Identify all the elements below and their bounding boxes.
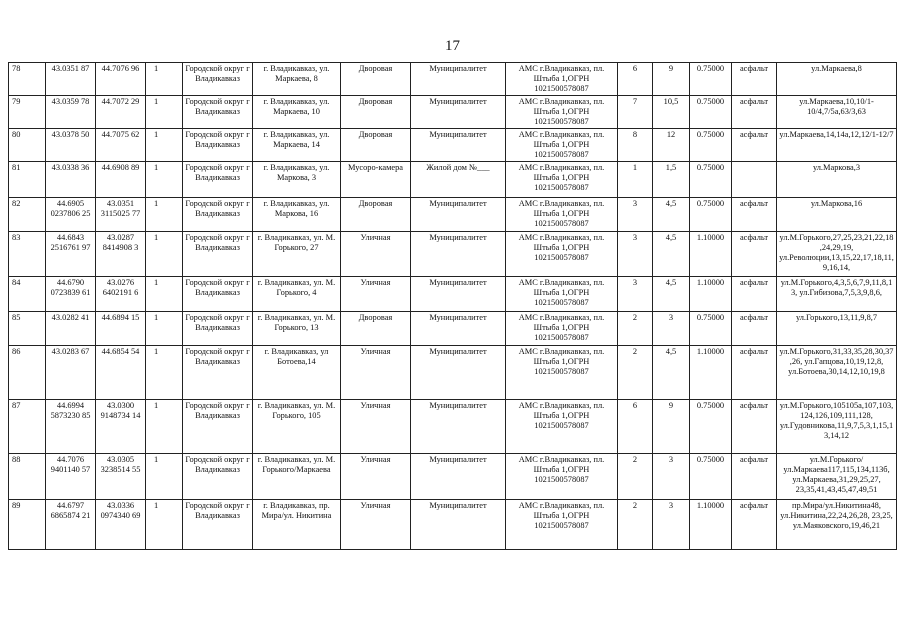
cell-count: 1	[146, 63, 183, 96]
cell-owner: Муниципалитет	[411, 500, 506, 550]
cell-latitude: 44.6994 5873230 85	[46, 400, 96, 454]
cell-sources: ул.Маркова,16	[777, 198, 897, 232]
cell-owner: Муниципалитет	[411, 96, 506, 129]
cell-surface: асфальт	[732, 346, 777, 400]
table-row	[9, 312, 897, 346]
cell-surface: асфальт	[732, 198, 777, 232]
cell-district: Городской округ г Владикавказ	[183, 346, 253, 400]
cell-number: 79	[9, 96, 46, 129]
cell-longitude: 43.0305 3238514 55	[96, 454, 146, 500]
cell-latitude: 43.0359 78	[46, 96, 96, 129]
cell-value-2: 4,5	[653, 346, 690, 400]
cell-surface: асфальт	[732, 454, 777, 500]
cell-value-2: 3	[653, 500, 690, 550]
cell-address: г. Владикавказ, ул. М. Горького, 105	[253, 400, 341, 454]
cell-organization: АМС г.Владикавказ, пл. Штыба 1,ОГРН 1021500578087	[506, 400, 618, 454]
cell-longitude: 44.6894 15	[96, 312, 146, 346]
cell-owner: Муниципалитет	[411, 346, 506, 400]
cell-value-1: 2	[618, 312, 653, 346]
cell-number: 86	[9, 346, 46, 400]
cell-sources: ул.Маркаева,8	[777, 63, 897, 96]
cell-latitude: 44.6790 0723839 61	[46, 277, 96, 312]
table-row	[9, 129, 897, 162]
table-row	[9, 454, 897, 500]
cell-value-2: 1,5	[653, 162, 690, 198]
cell-count: 1	[146, 129, 183, 162]
cell-value-2: 9	[653, 400, 690, 454]
cell-longitude: 43.0336 0974340 69	[96, 500, 146, 550]
cell-owner: Муниципалитет	[411, 63, 506, 96]
cell-organization: АМС г.Владикавказ, пл. Штыба 1,ОГРН 1021500578087	[506, 129, 618, 162]
cell-latitude: 44.6797 6865874 21	[46, 500, 96, 550]
cell-type: Дворовая	[341, 198, 411, 232]
cell-latitude: 43.0351 87	[46, 63, 96, 96]
cell-surface: асфальт	[732, 400, 777, 454]
cell-latitude: 43.0282 41	[46, 312, 96, 346]
cell-district: Городской округ г Владикавказ	[183, 162, 253, 198]
cell-owner: Муниципалитет	[411, 232, 506, 277]
cell-owner: Муниципалитет	[411, 312, 506, 346]
cell-value-2: 9	[653, 63, 690, 96]
cell-latitude: 43.0338 36	[46, 162, 96, 198]
table-row	[9, 500, 897, 550]
cell-surface: асфальт	[732, 312, 777, 346]
cell-value-1: 6	[618, 400, 653, 454]
cell-count: 1	[146, 400, 183, 454]
cell-number: 85	[9, 312, 46, 346]
cell-address: г. Владикавказ, ул. М. Горького, 27	[253, 232, 341, 277]
cell-district: Городской округ г Владикавказ	[183, 129, 253, 162]
cell-value-1: 1	[618, 162, 653, 198]
cell-address: г. Владикавказ, ул. М. Горького, 4	[253, 277, 341, 312]
cell-volume: 0.75000	[690, 162, 732, 198]
cell-surface	[732, 162, 777, 198]
cell-latitude: 43.0283 67	[46, 346, 96, 400]
cell-volume: 1.10000	[690, 500, 732, 550]
cell-type: Уличная	[341, 277, 411, 312]
cell-address: г. Владикавказ, ул. Маркаева, 14	[253, 129, 341, 162]
cell-sources: ул.Маркаева,14,14а,12,12/1-12/7	[777, 129, 897, 162]
cell-count: 1	[146, 500, 183, 550]
cell-address: г. Владикавказ, ул. Маркаева, 8	[253, 63, 341, 96]
cell-sources: ул.Горького,13,11,9,8,7	[777, 312, 897, 346]
cell-surface: асфальт	[732, 96, 777, 129]
cell-surface: асфальт	[732, 500, 777, 550]
cell-volume: 1.10000	[690, 346, 732, 400]
cell-organization: АМС г.Владикавказ, пл. Штыба 1,ОГРН 1021500578087	[506, 198, 618, 232]
cell-latitude: 43.0378 50	[46, 129, 96, 162]
cell-value-1: 6	[618, 63, 653, 96]
cell-sources: ул.М.Горького,31,33,35,28,30,37,26, ул.Гапцова,10,19,12,8, ул.Ботоева,30,14,12,10,19,8	[777, 346, 897, 400]
cell-address: г. Владикавказ, ул. М. Горького, 13	[253, 312, 341, 346]
cell-organization: АМС г.Владикавказ, пл. Штыба 1,ОГРН 1021500578087	[506, 277, 618, 312]
cell-type: Уличная	[341, 454, 411, 500]
table-row	[9, 232, 897, 277]
cell-address: г. Владикавказ, ул. Маркаева, 10	[253, 96, 341, 129]
cell-sources: ул.М.Горького/ул.Маркаева117,115,134,113б, ул.Маркаева,31,29,25,27, 23,35,41,43,45,47,49,51	[777, 454, 897, 500]
cell-longitude: 43.0287 8414908 3	[96, 232, 146, 277]
cell-type: Уличная	[341, 400, 411, 454]
cell-sources: ул.М.Горького,4,3,5,6,7,9,11,8,13, ул.Гибизова,7,5,3,9,8,6,	[777, 277, 897, 312]
cell-latitude: 44.7076 9401140 57	[46, 454, 96, 500]
cell-count: 1	[146, 96, 183, 129]
cell-value-1: 2	[618, 346, 653, 400]
cell-volume: 0.75000	[690, 312, 732, 346]
cell-latitude: 44.6843 2516761 97	[46, 232, 96, 277]
cell-count: 1	[146, 346, 183, 400]
cell-volume: 0.75000	[690, 454, 732, 500]
cell-organization: АМС г.Владикавказ, пл. Штыба 1,ОГРН 1021500578087	[506, 232, 618, 277]
cell-value-1: 2	[618, 500, 653, 550]
table-row	[9, 400, 897, 454]
cell-number: 89	[9, 500, 46, 550]
cell-district: Городской округ г Владикавказ	[183, 277, 253, 312]
cell-organization: АМС г.Владикавказ, пл. Штыба 1,ОГРН 1021500578087	[506, 346, 618, 400]
cell-number: 88	[9, 454, 46, 500]
cell-number: 84	[9, 277, 46, 312]
cell-value-1: 8	[618, 129, 653, 162]
cell-count: 1	[146, 312, 183, 346]
cell-address: г. Владикавказ, ул. Маркова, 16	[253, 198, 341, 232]
cell-number: 78	[9, 63, 46, 96]
cell-surface: асфальт	[732, 63, 777, 96]
cell-volume: 0.75000	[690, 129, 732, 162]
cell-volume: 0.75000	[690, 63, 732, 96]
cell-longitude: 44.7075 62	[96, 129, 146, 162]
cell-value-2: 4,5	[653, 198, 690, 232]
cell-address: г. Владикавказ, ул. Маркова, 3	[253, 162, 341, 198]
cell-value-2: 10,5	[653, 96, 690, 129]
cell-surface: асфальт	[732, 129, 777, 162]
cell-owner: Муниципалитет	[411, 277, 506, 312]
cell-organization: АМС г.Владикавказ, пл. Штыба 1,ОГРН 1021500578087	[506, 500, 618, 550]
page-number: 17	[445, 38, 460, 54]
cell-owner: Муниципалитет	[411, 400, 506, 454]
cell-value-2: 3	[653, 312, 690, 346]
cell-value-1: 7	[618, 96, 653, 129]
cell-value-2: 4,5	[653, 232, 690, 277]
cell-organization: АМС г.Владикавказ, пл. Штыба 1,ОГРН 1021500578087	[506, 312, 618, 346]
cell-number: 87	[9, 400, 46, 454]
cell-type: Дворовая	[341, 129, 411, 162]
cell-value-2: 3	[653, 454, 690, 500]
cell-district: Городской округ г Владикавказ	[183, 400, 253, 454]
cell-type: Уличная	[341, 346, 411, 400]
cell-owner: Муниципалитет	[411, 454, 506, 500]
cell-sources: ул.Маркова,3	[777, 162, 897, 198]
cell-longitude: 44.7072 29	[96, 96, 146, 129]
cell-longitude: 44.6908 89	[96, 162, 146, 198]
table-row	[9, 277, 897, 312]
cell-district: Городской округ г Владикавказ	[183, 232, 253, 277]
cell-sources: ул.М.Горького,27,25,23,21,22,18,24,29,19, ул.Революции,13,15,22,17,18,11,9,16,14,	[777, 232, 897, 277]
table-row	[9, 96, 897, 129]
cell-district: Городской округ г Владикавказ	[183, 454, 253, 500]
cell-owner: Жилой дом №___	[411, 162, 506, 198]
cell-number: 81	[9, 162, 46, 198]
cell-count: 1	[146, 232, 183, 277]
cell-sources: ул.Маркаева,10,10/1-10/4,7/5а,63/3,63	[777, 96, 897, 129]
cell-type: Уличная	[341, 232, 411, 277]
cell-longitude: 44.7076 96	[96, 63, 146, 96]
cell-value-1: 3	[618, 277, 653, 312]
cell-sources: ул.М.Горького,105105а,107,103,124,126,109,111,128, ул.Гудовникова,11,9,7,5,3,1,15,13,14,12	[777, 400, 897, 454]
cell-longitude: 43.0351 3115025 77	[96, 198, 146, 232]
cell-surface: асфальт	[732, 277, 777, 312]
cell-count: 1	[146, 454, 183, 500]
cell-owner: Муниципалитет	[411, 129, 506, 162]
cell-organization: АМС г.Владикавказ, пл. Штыба 1,ОГРН 1021500578087	[506, 454, 618, 500]
registry-table	[8, 62, 897, 550]
cell-number: 83	[9, 232, 46, 277]
cell-volume: 0.75000	[690, 400, 732, 454]
cell-value-2: 12	[653, 129, 690, 162]
cell-type: Мусоро-камера	[341, 162, 411, 198]
table-row	[9, 198, 897, 232]
cell-value-1: 2	[618, 454, 653, 500]
cell-value-2: 4,5	[653, 277, 690, 312]
cell-organization: АМС г.Владикавказ, пл. Штыба 1,ОГРН 1021500578087	[506, 96, 618, 129]
cell-address: г. Владикавказ, ул Ботоева,14	[253, 346, 341, 400]
cell-count: 1	[146, 162, 183, 198]
cell-longitude: 43.0300 9148734 14	[96, 400, 146, 454]
cell-owner: Муниципалитет	[411, 198, 506, 232]
cell-type: Уличная	[341, 500, 411, 550]
cell-volume: 1.10000	[690, 232, 732, 277]
cell-district: Городской округ г Владикавказ	[183, 312, 253, 346]
cell-district: Городской округ г Владикавказ	[183, 198, 253, 232]
cell-value-1: 3	[618, 232, 653, 277]
cell-district: Городской округ г Владикавказ	[183, 63, 253, 96]
cell-sources: пр.Мира/ул.Никитина48, ул.Никитина,22,24,26,28, 23,25, ул.Маяковского,19,46,21	[777, 500, 897, 550]
cell-number: 80	[9, 129, 46, 162]
cell-organization: АМС г.Владикавказ, пл. Штыба 1,ОГРН 1021500578087	[506, 162, 618, 198]
cell-longitude: 43.0276 6402191 6	[96, 277, 146, 312]
cell-value-1: 3	[618, 198, 653, 232]
cell-volume: 0.75000	[690, 198, 732, 232]
cell-volume: 0.75000	[690, 96, 732, 129]
cell-count: 1	[146, 277, 183, 312]
table-row	[9, 63, 897, 96]
table-row	[9, 162, 897, 198]
cell-type: Дворовая	[341, 312, 411, 346]
cell-count: 1	[146, 198, 183, 232]
cell-organization: АМС г.Владикавказ, пл. Штыба 1,ОГРН 1021500578087	[506, 63, 618, 96]
cell-volume: 1.10000	[690, 277, 732, 312]
cell-number: 82	[9, 198, 46, 232]
cell-district: Городской округ г Владикавказ	[183, 500, 253, 550]
cell-type: Дворовая	[341, 96, 411, 129]
cell-type: Дворовая	[341, 63, 411, 96]
cell-district: Городской округ г Владикавказ	[183, 96, 253, 129]
table-row	[9, 346, 897, 400]
cell-surface: асфальт	[732, 232, 777, 277]
cell-longitude: 44.6854 54	[96, 346, 146, 400]
cell-latitude: 44.6905 0237806 25	[46, 198, 96, 232]
cell-address: г. Владикавказ, ул. М. Горького/Маркаева	[253, 454, 341, 500]
cell-address: г. Владикавказ, пр. Мира/ул. Никитина	[253, 500, 341, 550]
